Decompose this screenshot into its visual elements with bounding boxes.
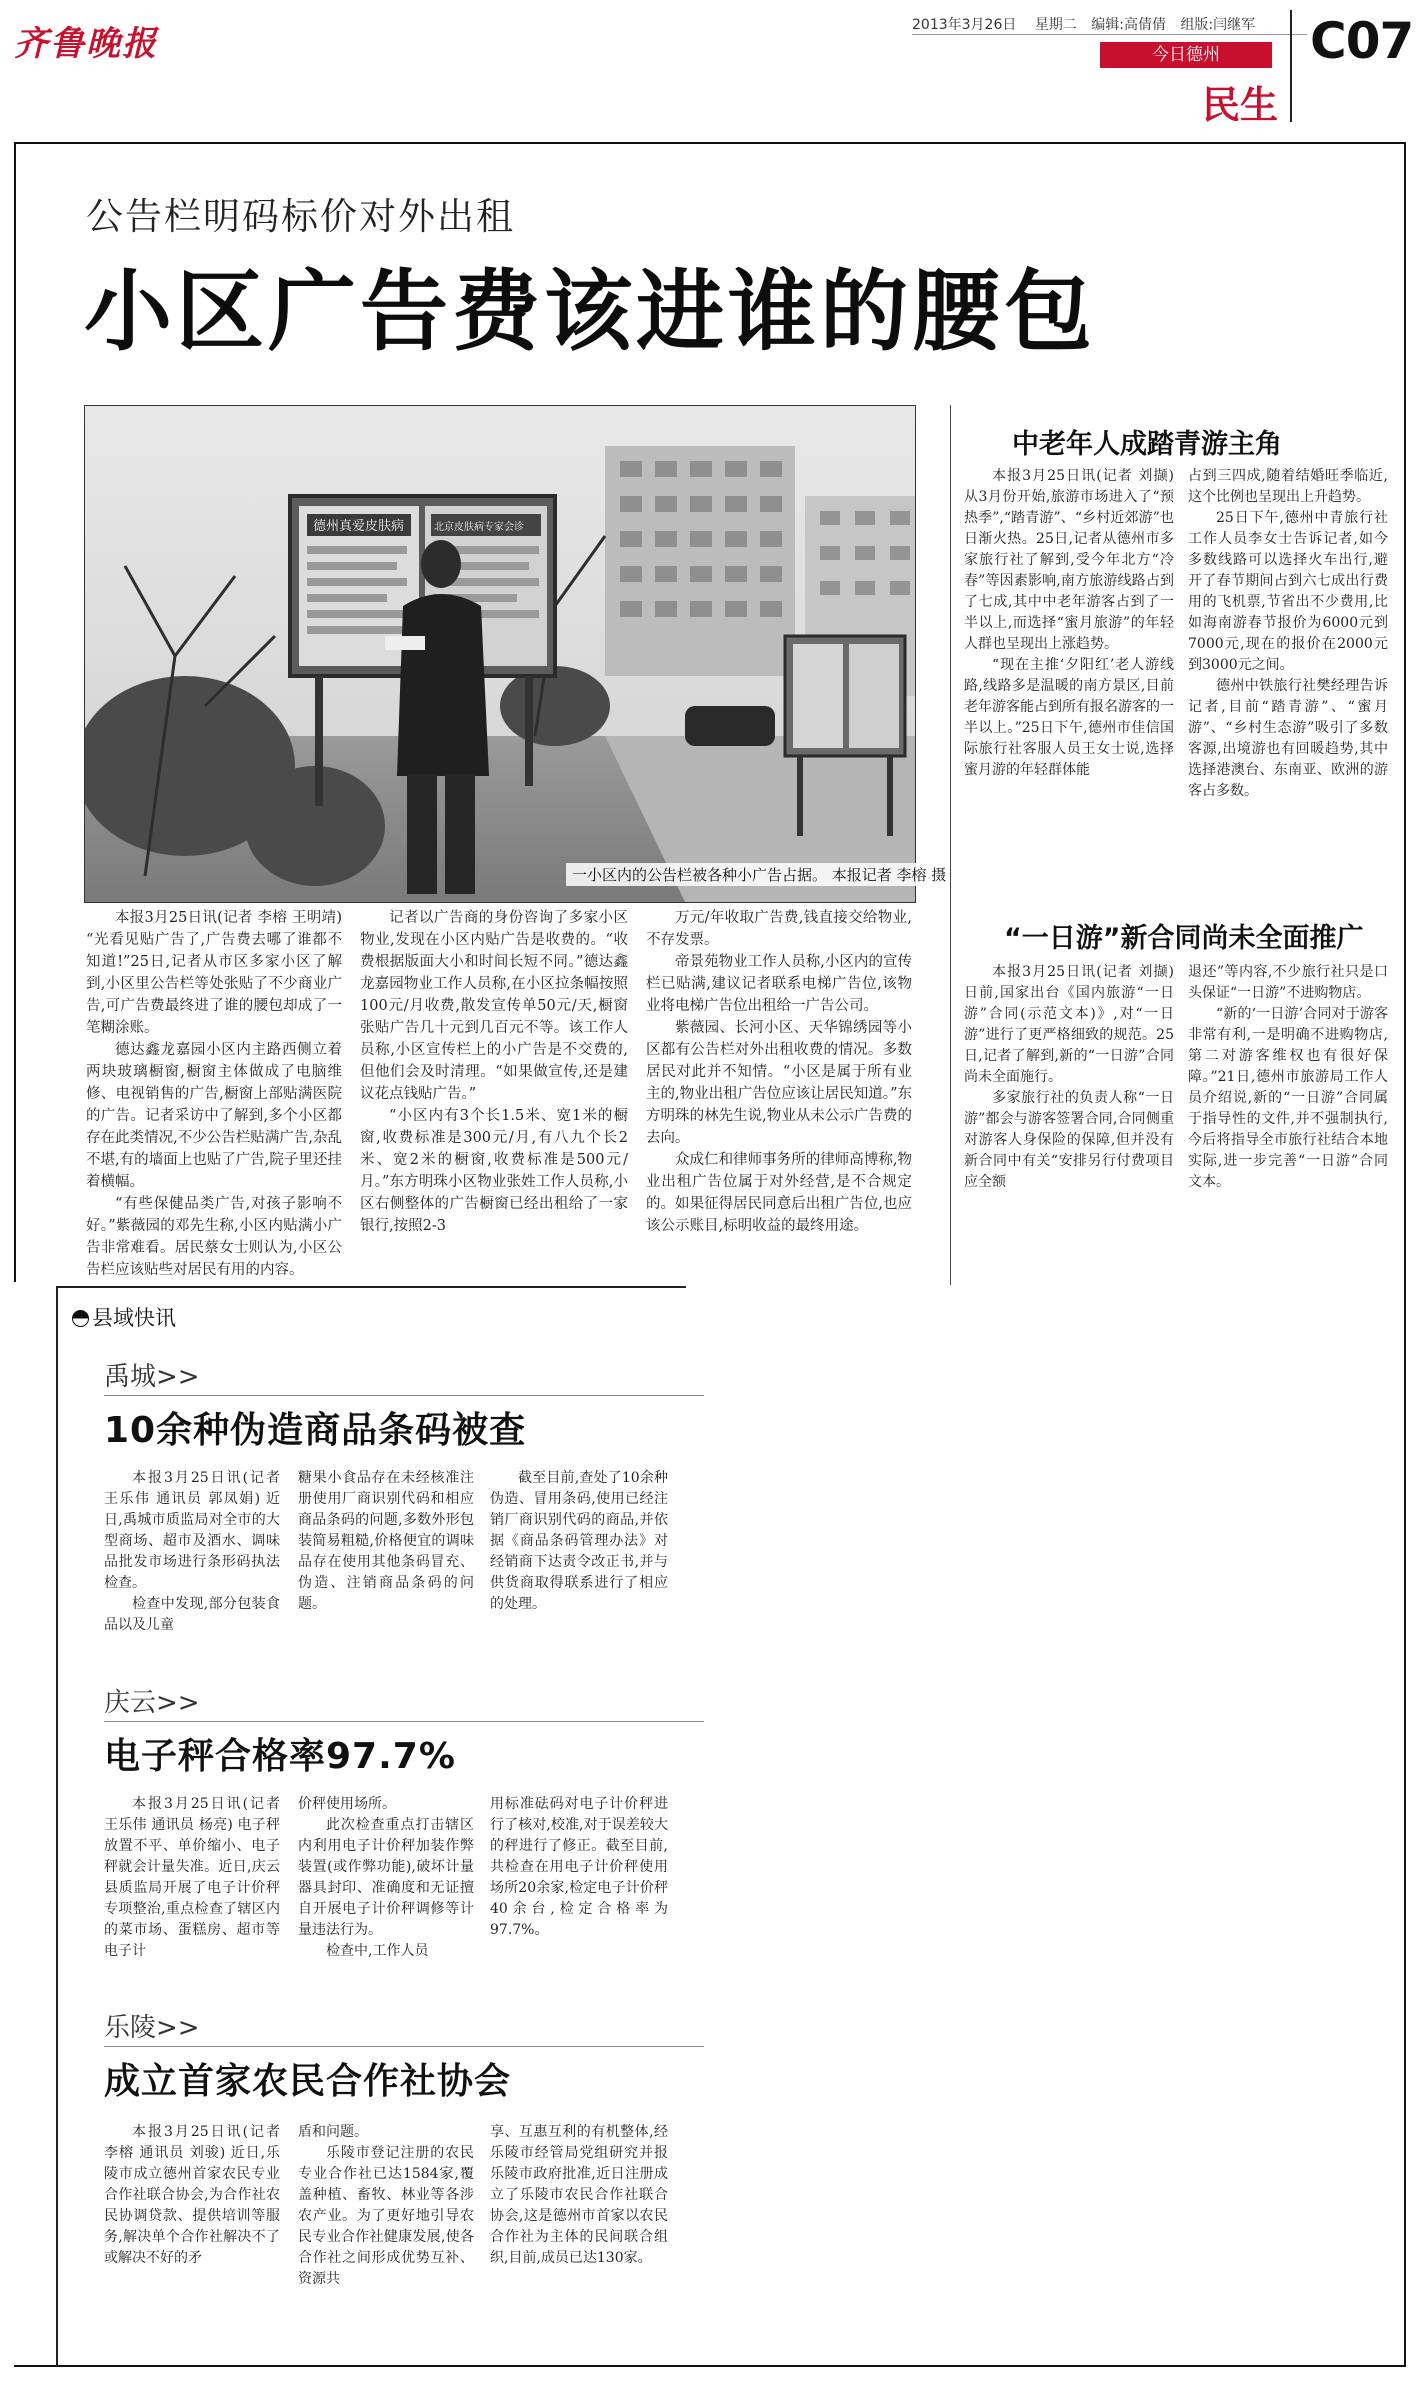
yucheng-column-2 [298, 1468, 474, 1615]
laoling-col2-p1: 盾和问题。 [298, 2124, 368, 2140]
county-section-label: 县域快讯 [92, 1306, 176, 1330]
news-photo-illustration [85, 406, 915, 902]
main-story-column-3 [646, 907, 912, 1237]
qingyun-col3-p1: 用标准砝码对电子计价秤进行了核对,校准,对于误差较大的秤进行了修正。截至目前,共检查在用电子计价秤使用场所20余家,检定电子计价秤40余台,检定合格率为97.7%。 [490, 1796, 668, 1938]
yucheng-col3-p1: 截至目前,查处了10余种伪造、冒用条码,使用已经注销厂商识别代码的商品,并依据《商品条码管理办法》对经销商下达责令改正书,并与供货商取得联系进行了相应的处理。 [490, 1470, 668, 1612]
qingyun-col2-p3: 检查中,工作人员 [326, 1943, 429, 1959]
side2-col1-p1: 本报3月25日讯(记者 刘撷) 日前,国家出台《国内旅游“一日游”合同(示范文本)》,对“一日游”进行了更严格细致的规范。25日,记者了解到,新的“一日游”合同尚未全面施行。 [964, 964, 1174, 1085]
main-story-column-2 [360, 907, 628, 1237]
frame-top [14, 142, 1406, 144]
side1-col1-p1: 本报3月25日讯(记者 刘撷) 从3月份开始,旅游市场进入了“预热季”,“踏青游”、“乡村近郊游”也日渐火热。25日,记者从德州市多家旅行社了解到,受今年北方“冷春”等因素影响,南方旅游线路占到了七成,其中中老年游客占到了一半以上,而选择“蜜月旅游”的年轻人群也呈现出上涨趋势。 [964, 468, 1174, 652]
county-left-rule [56, 1286, 58, 2367]
main-col3-p3: 紫薇园、长河小区、天华锦绣园等小区都有公告栏对外出租收费的情况。多数居民对此并不知情。“小区是属于所有业主的,物业出租广告位应该让居民知道。”东方明珠的林先生说,物业从未公示广告费的去向。 [646, 1020, 912, 1146]
side-story1-column-2 [1188, 466, 1388, 802]
qingyun-column-1 [104, 1794, 280, 1962]
main-col2-p1: 记者以广告商的身份咨询了多家小区物业,发现在小区内贴广告是收费的。“收费根据版面大小和时间长短不同。”德达鑫龙嘉园物业工作人员称,在小区拉条幅按照100元/月收费,散发宣传单50元/天,橱窗张贴广告几十元到几百元不等。该工作人员称,小区宣传栏上的小广告是不交费的,但他们会及时清理。“如果做宣传,还是建议花点钱贴广告。” [360, 910, 628, 1102]
yucheng-column-1 [104, 1468, 280, 1636]
main-story-column-1 [86, 907, 342, 1281]
main-col2-p2: “小区内有3个长1.5米、宽1米的橱窗,收费标准是300元/月,有八九个长2米、宽2米的橱窗,收费标准是500元/月。”东方明珠小区物业张姓工作人员称,小区右侧整体的广告橱窗已经出租给了一家银行,按照2-3 [360, 1108, 628, 1234]
editor-credit: 编辑:高倩倩 [1091, 17, 1166, 33]
side2-col2-p2: “新的‘一日游’合同对于游客非常有利,一是明确不进购物店,第二对游客维权也有很好保障。”21日,德州市旅游局工作人员介绍说,新的“一日游”合同属于指导性的文件,并不强制执行,今后将指导全市旅行社结合本地实际,进一步完善“一日游”合同文本。 [1188, 1006, 1388, 1190]
county-rule-laoling [104, 2046, 704, 2047]
qingyun-col2-p2: 此次检查重点打击辖区内利用电子计价秤加装作弊装置(或作弊功能),破坏计量器具封印、准确度和无证擅自开展电子计价秤调修等计量违法行为。 [298, 1817, 474, 1938]
photo-sign-1: 德州真爱皮肤病 [313, 519, 405, 534]
side-story1-headline: 中老年人成踏青游主角 [1012, 429, 1282, 460]
laoling-col1-p1: 本报3月25日讯(记者 李榕 通讯员 刘骏) 近日,乐陵市成立德州首家农民专业合作社联合协会,为合作社农民协调贷款、提供培训等服务,解决单个合作社解决不了或解决不好的矛 [104, 2124, 280, 2266]
county-headline-qingyun: 电子秤合格率97.7% [104, 1736, 456, 1777]
main-col3-p2: 帝景苑物业工作人员称,小区内的宣传栏已贴满,建议记者联系电梯广告位,该物业将电梯广告位出租给一广告公司。 [646, 954, 912, 1014]
county-label-laoling: 乐陵>> [104, 2013, 200, 2043]
county-rule-qingyun [104, 1721, 704, 1722]
main-col1-p3: “有些保健品类广告,对孩子影响不好。”紫薇园的邓先生称,小区内贴满小广告非常难看。居民蔡女士则认为,小区公告栏应该贴些对居民有用的内容。 [86, 1196, 342, 1278]
main-col3-p4: 众成仁和律师事务所的律师高博称,物业出租广告位属于对外经营,是不合规定的。如果征得居民同意后出租广告位,也应该公示账目,标明收益的最终用途。 [646, 1152, 912, 1234]
county-rule-yucheng [104, 1395, 704, 1396]
yucheng-col1-p1: 本报3月25日讯(记者 王乐伟 通讯员 郭凤娟) 近日,禹城市质监局对全市的大型商场、超市及酒水、调味品批发市场进行条形码执法检查。 [104, 1470, 280, 1591]
county-headline-laoling: 成立首家农民合作社协会 [104, 2061, 512, 2102]
laoling-col2-p2: 乐陵市登记注册的农民专业合作社已达1584家,覆盖种植、畜牧、林业等各涉农产业。为了更好地引导农民专业合作社健康发展,使各合作社之间形成优势互补、资源共 [298, 2145, 474, 2287]
right-column-divider [950, 405, 951, 1285]
frame-right [1404, 142, 1406, 2367]
page-number: C07 [1310, 12, 1414, 70]
side1-col2-p3: 德州中铁旅行社樊经理告诉记者,目前“踏青游”、“蜜月游”、“乡村生态游”吸引了多数客源,出境游也有回暖趋势,其中选择港澳台、东南亚、欧洲的游客占多数。 [1188, 678, 1388, 799]
photo-sign-2: 北京皮肤病专家会诊 [434, 522, 524, 533]
yucheng-column-3 [490, 1468, 668, 1615]
main-headline: 小区广告费该进谁的腰包 [84, 260, 1097, 363]
side-story1-column-1 [964, 466, 1174, 781]
frame-left [14, 142, 16, 1282]
main-col1-p1: 本报3月25日讯(记者 李榕 王明靖) “光看见贴广告了,广告费去哪了谁都不知道!”25日,记者从市区多家小区了解到,小区里公告栏等处张贴了不少商业广告,可广告费最终进了谁的腰包却成了一笔糊涂账。 [86, 910, 342, 1036]
main-kicker: 公告栏明码标价对外出租 [86, 195, 515, 238]
laoling-column-2 [298, 2122, 474, 2290]
side-story2-column-1 [964, 962, 1174, 1193]
issue-date: 2013年3月26日 [912, 17, 1017, 33]
yucheng-col1-p2: 检查中发现,部分包装食品以及儿童 [104, 1596, 280, 1633]
side1-col2-p2: 25日下午,德州中青旅行社工作人员李女士告诉记者,如今多数线路可以选择火车出行,避开了春节期间占到六七成出行费用的飞机票,节省出不少费用,比如海南游春节报价为6000元到7000元,现在的报价在2000元到3000元之间。 [1188, 510, 1388, 673]
county-headline-yucheng: 10余种伪造商品条码被查 [104, 1410, 527, 1451]
layout-credit: 组版:闫继军 [1180, 17, 1256, 33]
county-section-icon [72, 1310, 89, 1327]
side2-col2-p1: 退还”等内容,不少旅行社只是口头保证“一日游”不进购物店。 [1188, 964, 1388, 1001]
photo-caption: 一小区内的公告栏被各种小广告占据。 本报记者 李榕 摄 [566, 863, 952, 886]
county-label-qingyun: 庆云>> [104, 1688, 200, 1718]
main-col1-p2: 德达鑫龙嘉园小区内主路西侧立着两块玻璃橱窗,橱窗主体做成了电脑维修、电视销售的广告,橱窗上部贴满医院的广告。记者采访中了解到,多个小区都存在此类情况,不少公告栏贴满广告,杂乱不堪,有的墙面上也贴了广告,院子里还挂着横幅。 [86, 1042, 342, 1190]
side-story2-headline: “一日游”新合同尚未全面推广 [1004, 923, 1364, 954]
qingyun-column-2 [298, 1794, 474, 1962]
side-story2-column-2 [1188, 962, 1388, 1193]
masthead-rule [912, 34, 1307, 35]
laoling-column-1 [104, 2122, 280, 2269]
side1-col2-p1: 占到三四成,随着结婚旺季临近,这个比例也呈现出上升趋势。 [1188, 468, 1388, 505]
side1-col1-p2: “现在主推‘夕阳红’老人游线路,线路多是温暖的南方景区,目前老年游客能占到所有报名游客的一半以上。”25日下午,德州市佳信国际旅行社客服人员王女士说,选择蜜月游的年轻群体能 [964, 657, 1174, 778]
county-label-yucheng: 禹城>> [104, 1362, 200, 1392]
section-name: 民生 [1202, 83, 1279, 127]
yucheng-col2-p1: 糖果小食品存在未经核准注册使用厂商识别代码和相应商品条码的问题,多数外形包装简易粗糙,价格便宜的调味品存在使用其他条码冒充、伪造、注销商品条码的问题。 [298, 1470, 474, 1612]
newspaper-logo: 齐鲁晚报 [14, 24, 158, 64]
news-photo [84, 405, 916, 903]
laoling-col3-p1: 享、互惠互利的有机整体,经乐陵市经管局党组研究并报乐陵市政府批准,近日注册成立了乐陵市农民合作社联合协会,这是德州市首家以农民合作社为主体的民间联合组织,目前,成员已达130家。 [490, 2124, 668, 2266]
section-tag: 今日德州 [1100, 42, 1272, 68]
side2-col1-p2: 多家旅行社的负责人称“一日游”都会与游客签署合同,合同侧重对游客人身保险的保障,但并没有新合同中有关“安排另行付费项目应全额 [964, 1090, 1174, 1190]
qingyun-column-3 [490, 1794, 668, 1941]
frame-bottom [14, 2365, 1406, 2367]
date-line [912, 14, 1255, 34]
county-top-rule [56, 1286, 686, 1288]
county-section-title [72, 1302, 176, 1332]
qingyun-col2-p1: 价秤使用场所。 [298, 1796, 396, 1812]
qingyun-col1-p1: 本报3月25日讯(记者 王乐伟 通讯员 杨亮) 电子秤放置不平、单价缩小、电子秤就会计量失准。近日,庆云县质监局开展了电子计价秤专项整治,重点检查了辖区内的菜市场、蛋糕房、超市等电子计 [104, 1796, 280, 1959]
weekday: 星期二 [1034, 17, 1077, 33]
laoling-column-3 [490, 2122, 668, 2269]
page-number-divider [1290, 10, 1292, 122]
main-col3-p1: 万元/年收取广告费,钱直接交给物业,不存发票。 [646, 910, 912, 948]
